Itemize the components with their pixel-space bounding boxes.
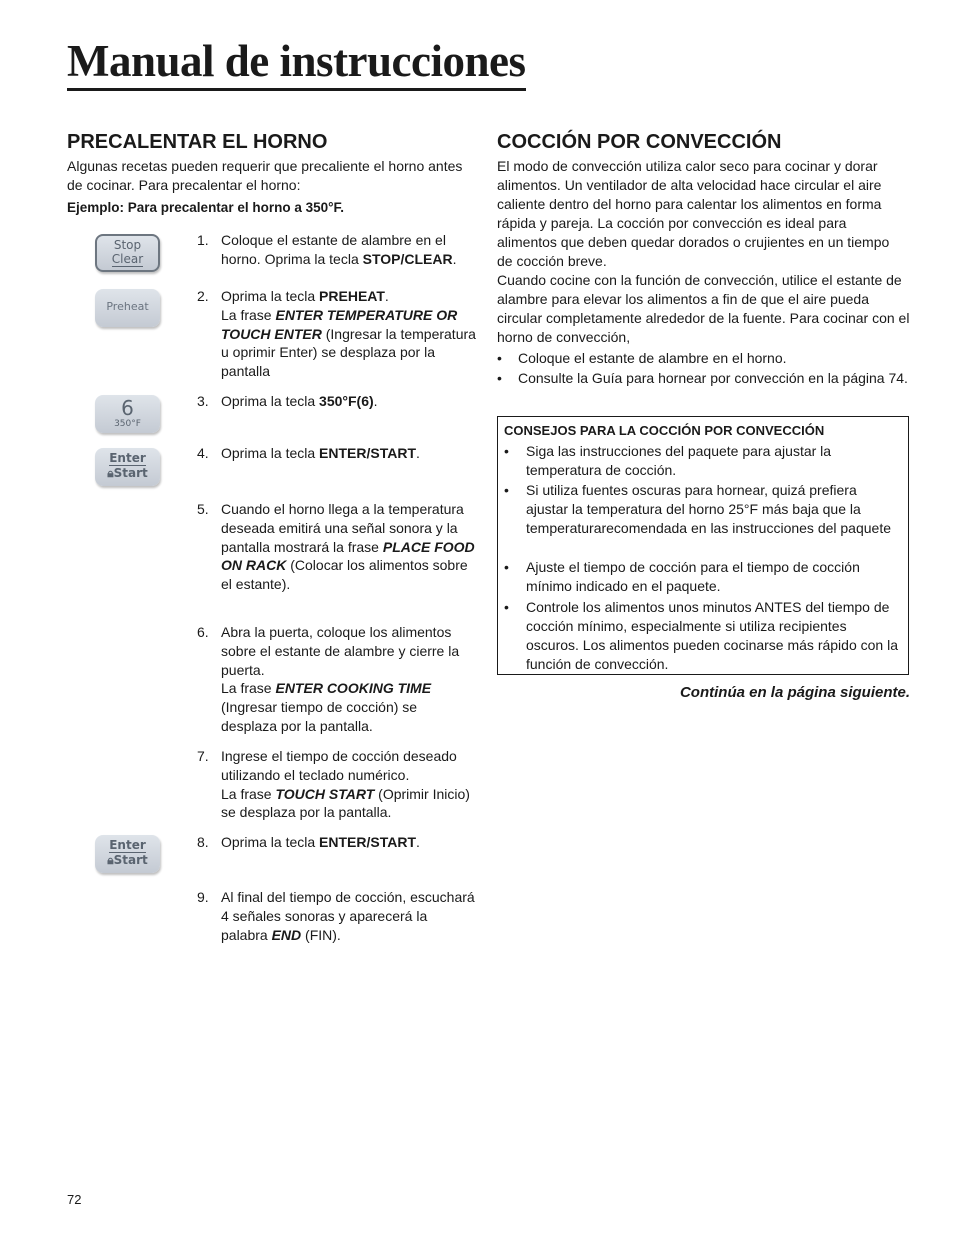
step-number: 8. <box>197 834 209 850</box>
step-number: 6. <box>197 624 209 640</box>
step-key-name: PREHEAT <box>319 288 385 304</box>
step-text: . <box>384 288 389 304</box>
tip-text: Si utiliza fuentes oscuras para hornear, quizá prefiera ajustar la temperatura del horno 25°F más baja que la temperaturarecomendada en las instrucciones del paquete <box>526 482 892 536</box>
enter-start-key <box>95 448 160 486</box>
bullet-glyph: • <box>497 350 502 366</box>
step-text: (FIN). <box>301 926 341 943</box>
step-text: (Ingresar tiempo de cocción) se desplaza por la pantalla. <box>221 699 418 734</box>
enter-start-key-2 <box>95 835 160 873</box>
step-9 <box>197 888 477 944</box>
step-text: Cuando el horno llega a la temperatura deseada emitirá una señal sonora y la pantalla mostrará la frase <box>221 501 464 555</box>
display-message: ENTER COOKING TIME <box>275 680 432 697</box>
convection-para-2: Cuando cocine con la función de convección, utilice el estante de alambre para elevar los alimentos a fin de que el aire pueda circular completamente alrededor de la fuente. Para cocinar con el horno de convección, <box>497 272 910 345</box>
display-message: ENTER TEMPERATURE OR TOUCH ENTER <box>221 306 458 342</box>
step-text: Ingrese el tiempo de cocción deseado utilizando el teclado numérico. <box>221 748 457 783</box>
enter-key-label: Enter <box>109 838 146 852</box>
step-key-name: ENTER/START <box>319 445 417 461</box>
start-key-label: Start <box>113 853 148 867</box>
page-number: 72 <box>67 1192 82 1207</box>
step-text: Coloque el estante de alambre en el horno. Oprima la tecla <box>221 232 446 267</box>
stop-clear-key <box>95 234 160 272</box>
step-key-name: ENTER/START <box>319 834 417 850</box>
step-text: Oprima la tecla <box>221 445 320 461</box>
step-1 <box>197 231 477 269</box>
preheat-key <box>95 289 160 327</box>
step-5 <box>197 500 477 594</box>
step-text: (Colocar los alimentos sobre el estante). <box>221 557 468 593</box>
tip-text: Ajuste el tiempo de cocción para el tiempo de cocción mínimo indicado en el paquete. <box>526 559 860 594</box>
tip-item <box>504 558 899 596</box>
bullet-glyph: • <box>504 482 509 498</box>
display-message: PLACE FOOD ON RACK <box>221 538 475 574</box>
step-text: Abra la puerta, coloque los alimentos sobre el estante de alambre y cierre la puerta. <box>221 624 460 678</box>
step-2 <box>197 287 477 381</box>
step-text: Al final del tiempo de cocción, escuchará 4 señales sonoras y aparecerá la palabra <box>221 889 475 943</box>
convection-heading: COCCIÓN POR CONVECCIÓN <box>497 131 782 153</box>
tip-text: Controle los alimentos unos minutos ANTES del tiempo de cocción mínimo, especialmente si utiliza recipientes oscuros. Los alimentos pueden cocinarse más rápido con la función de convección. <box>526 599 898 672</box>
step-text: (Oprimir Inicio) se desplaza por la pantalla. <box>221 785 470 821</box>
lock-icon: 🔒︎ <box>107 466 114 480</box>
step-number: 4. <box>197 445 209 461</box>
lock-icon: 🔒︎ <box>107 853 114 867</box>
convection-para-1: El modo de convección utiliza calor seco para cocinar y dorar alimentos. Un ventilador de alta velocidad hace circular el aire caliente dentro del horno para calentar los alimentos en forma rápida y pareja. La cocción por convección es ideal para alimentos que deben quedar dorados o crujientes en un tiempo de cocción breve. <box>497 158 890 269</box>
start-key-label: Start <box>113 466 148 480</box>
stop-key-label: Stop <box>113 238 142 252</box>
enter-key-label: Enter <box>109 451 146 465</box>
convection-bullet <box>497 369 912 388</box>
tip-item <box>504 442 899 480</box>
bullet-glyph: • <box>504 443 509 459</box>
step-text: . <box>452 250 457 267</box>
step-number: 1. <box>197 232 209 248</box>
step-text: Oprima la tecla <box>221 288 320 304</box>
step-4 <box>197 444 477 463</box>
step-text: Oprima la tecla <box>221 834 320 850</box>
step-number: 7. <box>197 748 209 764</box>
number-key-digit: 6 <box>121 396 134 420</box>
step-text: . <box>416 834 420 850</box>
bullet-glyph: • <box>504 559 509 575</box>
preheat-example: Ejemplo: Para precalentar el horno a 350°F. <box>67 200 345 215</box>
convection-bullet <box>497 349 912 368</box>
step-text: . <box>416 445 420 461</box>
tips-title: CONSEJOS PARA LA COCCIÓN POR CONVECCIÓN <box>504 423 825 438</box>
step-7 <box>197 747 477 822</box>
step-number: 5. <box>197 501 209 517</box>
step-text: (Ingresar la temperatura u oprimir Enter) se desplaza por la pantalla <box>221 325 476 380</box>
number-6-key <box>95 395 160 433</box>
step-key-name: STOP/CLEAR <box>362 250 453 267</box>
step-text: Oprima la tecla <box>221 393 320 409</box>
preheat-intro: Algunas recetas pueden requerir que precaliente el horno antes de cocinar. Para precalentar el horno: <box>67 158 463 193</box>
tip-text: Siga las instrucciones del paquete para ajustar la temperatura de cocción. <box>526 443 832 478</box>
continue-note: Continúa en la página siguiente. <box>679 684 910 701</box>
bullet-glyph: • <box>497 370 502 386</box>
display-message: TOUCH START <box>275 785 375 802</box>
page-title: Manual de instrucciones <box>67 36 526 91</box>
bullet-glyph: • <box>504 599 509 615</box>
tip-item <box>504 481 899 538</box>
step-text: La frase <box>221 785 276 802</box>
preheat-key-label: Preheat <box>106 300 149 313</box>
tip-item <box>504 598 899 674</box>
bullet-text: Consulte la Guía para hornear por convección en la página 74. <box>518 370 908 386</box>
step-6 <box>197 623 477 736</box>
step-8 <box>197 833 477 852</box>
number-key-temp: 350°F <box>114 419 141 429</box>
step-number: 9. <box>197 889 209 905</box>
step-text: . <box>373 393 378 409</box>
step-3 <box>197 392 477 411</box>
convection-tips-box <box>497 416 909 675</box>
step-key-name: 350°F(6) <box>319 393 374 409</box>
step-text: La frase <box>221 306 276 323</box>
display-message: END <box>271 926 302 943</box>
clear-key-label: Clear <box>111 252 144 266</box>
step-text: La frase <box>221 680 276 697</box>
preheat-heading: PRECALENTAR EL HORNO <box>67 131 328 153</box>
bullet-text: Coloque el estante de alambre en el horno. <box>518 350 787 366</box>
step-number: 3. <box>197 393 209 409</box>
step-number: 2. <box>197 288 209 304</box>
